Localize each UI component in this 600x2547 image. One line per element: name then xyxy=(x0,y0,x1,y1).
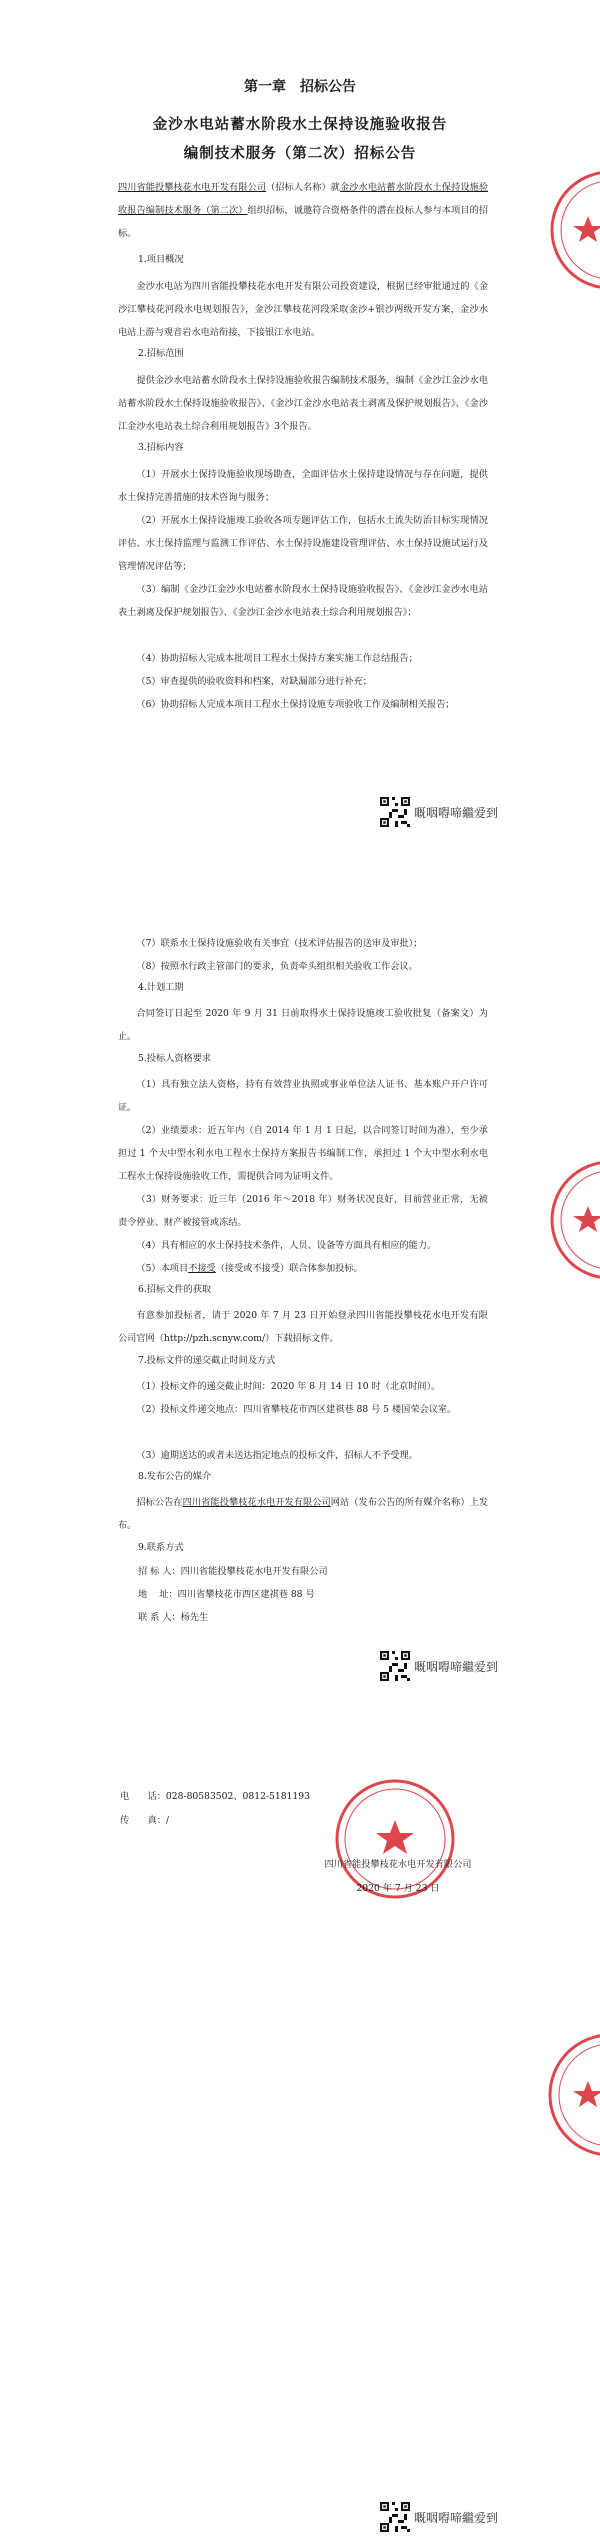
contact-tenderer: 招 标 人：四川省能投攀枝花水电开发有限公司 xyxy=(138,1566,328,1577)
contact-phone: 电 话：028-80583502、0812-5181193 xyxy=(120,1791,310,1802)
section-5-item-3: （3）财务要求：近三年（2016 年～2018 年）财务状况良好，目前营业正常，无被责令停业、财产被接管或冻结。 xyxy=(118,1194,488,1228)
section-4-heading: 4.计划工期 xyxy=(138,982,184,993)
section-7-item-1: （1）投标文件的递交截止时间：2020 年 8 月 14 日 10 时（北京时间）。 xyxy=(136,1381,441,1392)
section-3-item-2: （2）开展水土保持设施竣工验收各项专题评估工作，包括水土流失防治目标实现情况评估、水土保持监理与监测工作评估、水土保持设施建设管理评估、水土保持设施试运行及管理情况评估等； xyxy=(118,515,488,572)
publisher-name: 四川省能投攀枝花水电开发有限公司 xyxy=(182,1497,331,1508)
signature-company: 四川省能投攀枝花水电开发有限公司 xyxy=(324,1859,472,1870)
section-3-item-4: （4）协助招标人完成本批项目工程水土保持方案实施工作总结报告； xyxy=(136,653,418,664)
company-seal xyxy=(548,2020,600,2170)
project-name: 金沙水电站蓄水阶段水土保持设施验收报告编制技术服务（第二次） xyxy=(118,182,489,216)
section-3-item-5: （5）审查提供的验收资料和档案，对缺漏部分进行补充； xyxy=(136,676,372,687)
watermark-text: 嘅咽嘚啼繼爱到 xyxy=(414,1660,499,1674)
intro-paragraph: 四川省能投攀枝花水电开发有限公司（招标人名称）就金沙水电站蓄水阶段水土保持设施验收报告编制技术服务（第二次）组织招标，诚邀符合资格条件的潜在投标人参与本项目的招标。 xyxy=(118,182,489,239)
contact-person: 联 系 人：杨先生 xyxy=(138,1612,209,1623)
contact-address: 地 址：四川省攀枝花市西区建祺巷 88 号 xyxy=(138,1589,315,1600)
qr-code-icon xyxy=(380,1651,410,1681)
section-3-item-3: （3）编制《金沙江金沙水电站蓄水阶段水土保持设施验收报告》、《金沙江金沙水电站表土剥离及保护规划报告》、《金沙江金沙水电站表土综合利用规划报告》； xyxy=(118,584,488,618)
section-3-item-8: （8）按照水行政主管部门的要求，负责牵头组织相关验收工作会议。 xyxy=(136,961,418,972)
title-line-2: 编制技术服务（第二次）招标公告 xyxy=(183,145,417,162)
section-7-item-2: （2）投标文件递交地点：四川省攀枝花市西区建祺巷 88 号 5 楼国荣会议室。 xyxy=(136,1404,457,1415)
section-4-text: 合同签订日起至 2020 年 9 月 31 日前取得水土保持设施竣工验收批复（备案文）为止。 xyxy=(118,1008,488,1042)
section-2-text: 提供金沙水电站蓄水阶段水土保持设施验收报告编制技术服务，编制《金沙江金沙水电站蓄水阶段水土保持设施验收报告》、《金沙江金沙水电站表土剥离及保护规划报告》、《金沙江金沙水电站表土综合利用规划报告》3个报告。 xyxy=(118,375,488,432)
section-5-item-5: （5）本项目不接受（接受或不接受）联合体参加投标。 xyxy=(136,1263,363,1274)
signature-date: 2020 年 7 月 23 日 xyxy=(356,1883,440,1894)
title-line-1: 金沙水电站蓄水阶段水土保持设施验收报告 xyxy=(152,116,448,133)
section-6-heading: 6.招标文件的获取 xyxy=(138,1284,212,1295)
contact-fax: 传 真：/ xyxy=(120,1815,170,1826)
company-seal xyxy=(548,160,600,300)
watermark-text: 嘅咽嘚啼繼爱到 xyxy=(414,2511,499,2525)
section-8-heading: 8.发布公告的媒介 xyxy=(138,1471,212,1482)
section-1-text: 金沙水电站为四川省能投攀枝花水电开发有限公司投资建设，根据已经审批通过的《金沙江攀枝花河段水电规划报告》，金沙江攀枝花河段采取金沙+银沙两级开发方案，金沙水电站上游与观音岩水电站衔接，下接银江水电站。 xyxy=(118,281,488,338)
page-3 xyxy=(0,1760,600,2547)
section-5-item-4: （4）具有相应的水土保持技术条件，人员、设备等方面具有相应的能力。 xyxy=(136,1240,437,1251)
section-2-heading: 2.招标范围 xyxy=(138,348,184,359)
section-3-item-6: （6）协助招标人完成本项目工程水土保持设施专项验收工作及编制相关报告； xyxy=(136,699,455,710)
page-2 xyxy=(0,880,600,1760)
company-seal xyxy=(548,1150,600,1290)
section-9-heading: 9.联系方式 xyxy=(138,1542,184,1553)
page-1 xyxy=(0,0,600,880)
qr-code-icon xyxy=(380,2502,410,2532)
section-6-text: 有意参加投标者，请于 2020 年 7 月 23 日开始登录四川省能投攀枝花水电开发有限公司官网（http://pzh.scnyw.com/）下载招标文件。 xyxy=(118,1310,488,1344)
section-8-text: 招标公告在四川省能投攀枝花水电开发有限公司网站（发布公告的所有媒介名称）上发布。 xyxy=(118,1497,489,1531)
tenderer-name: 四川省能投攀枝花水电开发有限公司 xyxy=(118,182,267,193)
consortium-choice: 不接受 xyxy=(188,1263,216,1274)
watermark-text: 嘅咽嘚啼繼爱到 xyxy=(414,806,499,820)
section-7-heading: 7.投标文件的递交截止时间及方式 xyxy=(138,1355,276,1366)
section-5-heading: 5.投标人资格要求 xyxy=(138,1053,212,1064)
section-3-heading: 3.招标内容 xyxy=(138,442,184,453)
chapter-heading: 第一章 招标公告 xyxy=(244,79,356,95)
qr-code-icon xyxy=(380,797,410,827)
section-5-item-1: （1）具有独立法人资格，持有有效营业执照或事业单位法人证书、基本账户开户许可证。 xyxy=(118,1079,488,1113)
section-3-item-1: （1）开展水土保持设施验收现场勘查，全面评估水土保持建设情况与存在问题，提供水土保持完善措施的技术咨询与服务； xyxy=(118,469,488,503)
section-5-item-2: （2）业绩要求：近五年内（自 2014 年 1 月 1 日起，以合同签订时间为准），至少承担过 1 个大中型水利水电工程水土保持方案报告书编制工作，承担过 1 个大中型水利水电工程水土保持设施验收工作，需提供合同为证明文件。 xyxy=(118,1125,488,1182)
section-1-heading: 1.项目概况 xyxy=(138,254,184,265)
section-3-item-7: （7）联系水土保持设施验收有关事宜（技术评估报告的送审及审批）； xyxy=(136,938,423,949)
section-7-item-3: （3）逾期送达的或者未送达指定地点的投标文件，招标人不予受理。 xyxy=(136,1450,418,1461)
